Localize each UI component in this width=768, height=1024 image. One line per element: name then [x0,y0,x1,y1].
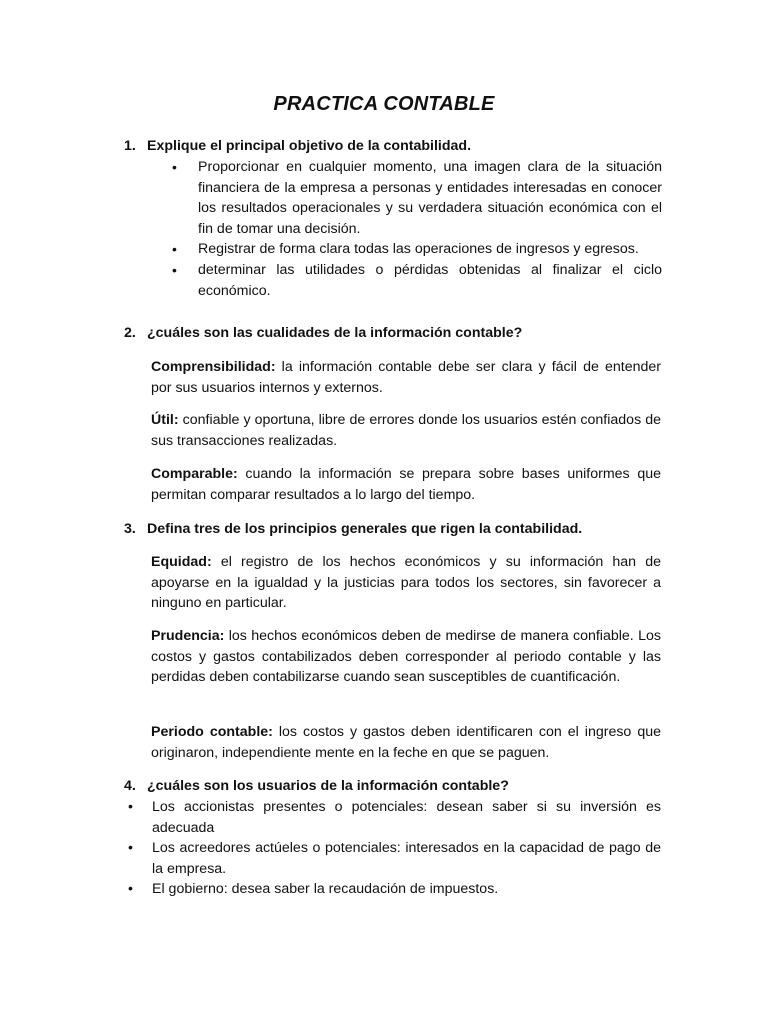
question-number: 1. [124,138,136,154]
question-text: Defina tres de los principios generales que rigen la contabilidad. [147,521,583,537]
answer-3-item-periodo-contable [151,722,661,763]
list-item: • El gobierno: desea saber la recaudación de impuestos. [124,879,661,900]
question-4 [124,776,664,797]
term-label: Periodo contable: [151,724,273,740]
list-item: • determinar las utilidades o pérdidas obtenidas al finalizar el ciclo económico. [172,260,662,301]
term-label: Prudencia: [151,628,225,644]
question-number: 3. [124,521,136,537]
term-description: los costos y gastos deben identificaren con el ingreso que originaron, independiente mente en la feche en que se paguen. [151,724,661,761]
question-number: 2. [124,325,136,341]
term-label: Útil: [151,412,179,428]
question-3 [124,519,664,540]
question-text: Explique el principal objetivo de la contabilidad. [147,138,472,154]
term-label: Comparable: [151,466,238,482]
question-1 [124,136,664,157]
term-description: los hechos económicos deben de medirse de manera confiable. Los costos y gastos contabilizados deben corresponder al periodo contable y las perdidas deben contabilizarse cuando sean susceptibles de cuantificación. [151,628,661,686]
list-item: • Los acreedores actúeles o potenciales: interesados en la capacidad de pago de la empresa. [124,838,661,879]
question-2 [124,323,664,344]
question-text: ¿cuáles son los usuarios de la información contable? [147,778,509,794]
term-description: confiable y oportuna, libre de errores donde los usuarios estén confiados de sus transacciones realizadas. [151,412,661,449]
answer-2-item-comprensibilidad [151,357,661,398]
answer-2-item-comparable [151,464,661,505]
answer-3-item-equidad [151,552,661,614]
term-description: cuando la información se prepara sobre bases uniformes que permitan comparar resultados a lo largo del tiempo. [151,466,661,503]
answer-3-item-prudencia [151,626,661,688]
list-item: • Proporcionar en cualquier momento, una imagen clara de la situación financiera de la empresa a personas y entidades interesadas en conocer los resultados operacionales y su verdadera situación económica con el fin de tomar una decisión. [172,157,662,239]
term-label: Equidad: [151,554,212,570]
term-label: Comprensibilidad: [151,359,276,375]
question-text: ¿cuáles son las cualidades de la información contable? [147,325,523,341]
page-title: PRACTICA CONTABLE [273,93,495,115]
question-number: 4. [124,778,136,794]
list-item: • Los accionistas presentes o potenciales: desean saber si su inversión es adecuada [124,797,661,838]
term-description: el registro de los hechos económicos y su información han de apoyarse en la igualdad y la justicias para todos los sectores, sin favorecer a ninguno en particular. [151,554,661,612]
answer-2-item-util [151,410,661,451]
term-description: la información contable debe ser clara y fácil de entender por sus usuarios internos y externos. [151,359,661,396]
answer-1-bullet-list [172,157,662,301]
answer-4-bullet-list [124,797,661,900]
list-item: • Registrar de forma clara todas las operaciones de ingresos y egresos. [172,239,662,260]
